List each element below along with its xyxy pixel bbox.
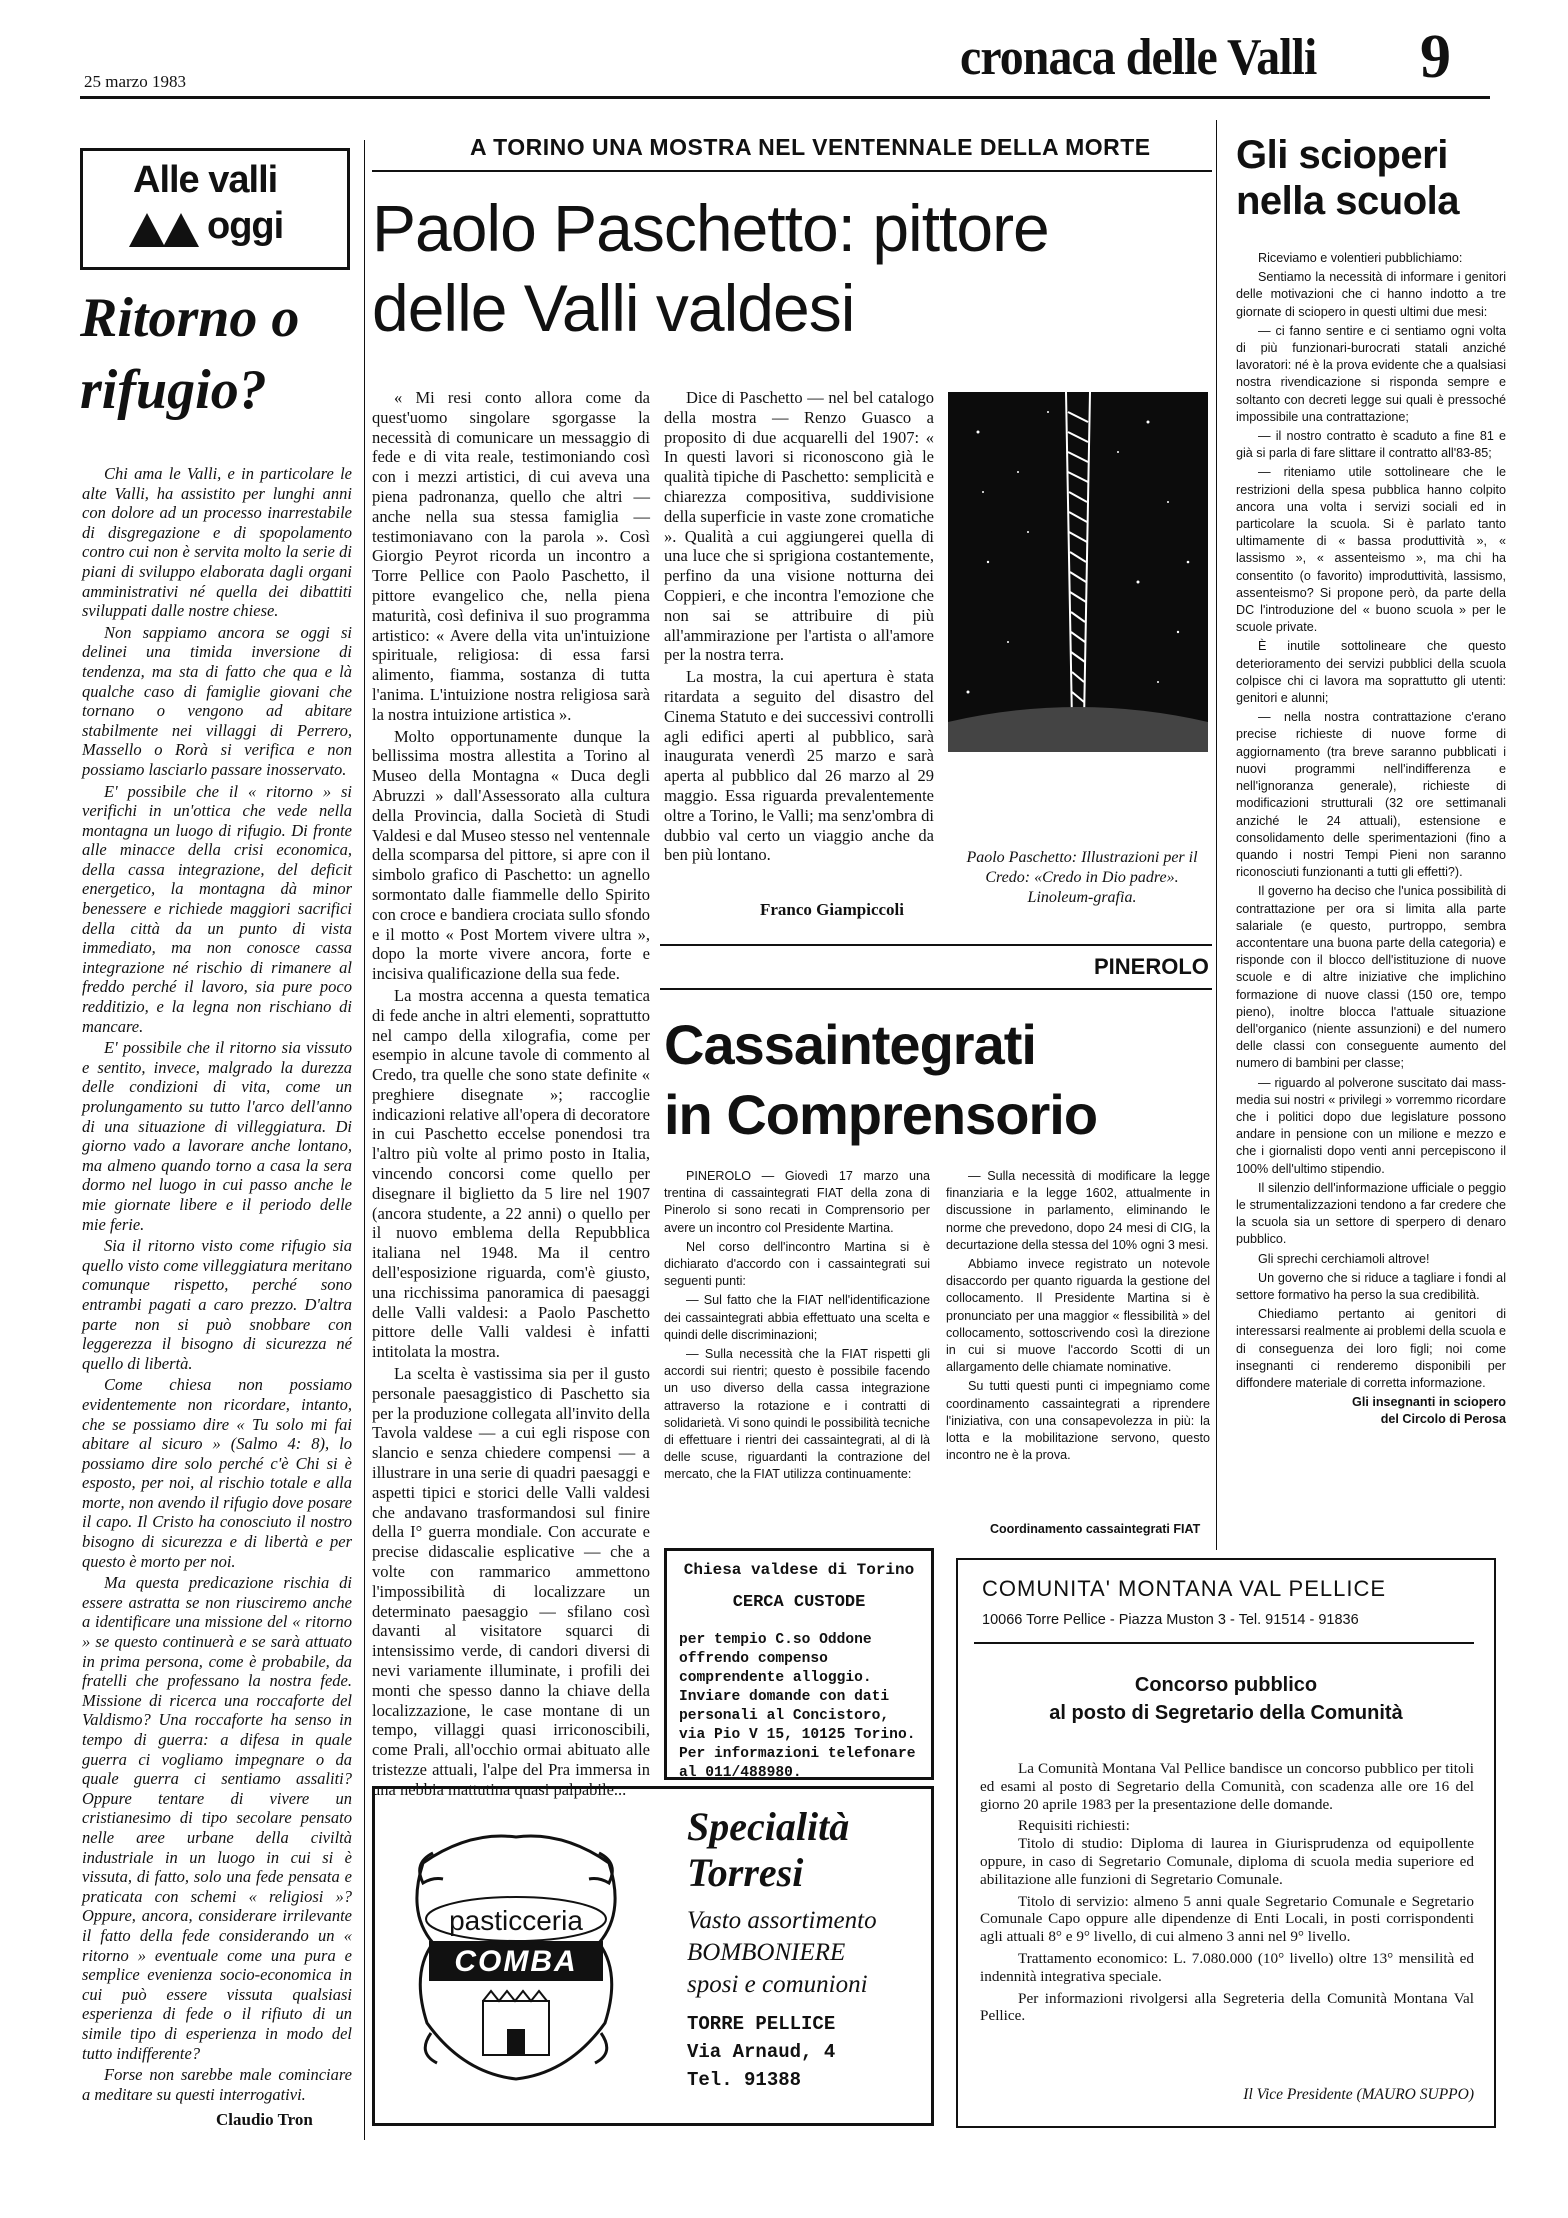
- chiesa-ad: [664, 1548, 934, 1780]
- paschetto-author: Franco Giampiccoli: [760, 900, 905, 919]
- paschetto-kicker: A TORINO UNA MOSTRA NEL VENTENNALE DELLA MORTE: [470, 134, 1151, 160]
- masthead-rule: [80, 96, 1490, 99]
- paschetto-paragraph: La mostra accenna a questa tematica di fede anche in altri elementi, soprattutto nel campo della xilografia, come per esempio in alcune tavole di commento al Credo, tra quelle che sono state definite « preghiere disegnate »; raccoglie indicazioni relative all'opera di decoratore in cui Paschetto eccelse ponendosi tra l'altro più volte al primo posto in Italia, vincendo concorsi come quello per disegnare il biglietto da 5 lire nel 1907 (ancora studente, a 22 anni) o quello per il nuovo emblema della Repubblica italiana nel 1948. Ma il centro dell'esposizione riguarda, com'è giusto, una ricchissima panoramica di paesaggi delle Valli valdesi: a Paolo Paschetto pittore delle Valli valdesi è infatti intitolata la mostra.: [372, 985, 650, 1362]
- column-logo-box: [80, 148, 350, 270]
- chiesa-ad-title: Chiesa valdese di Torino: [683, 1561, 915, 1579]
- paschetto-paragraph: Dice di Paschetto — nel bel catalogo della mostra — Renzo Guasco a proposito di due acquarelli del 1907: « In questi lavori si riconoscono già le qualità tipiche di Paschetto: semplicità e chiarezza compositiva, suddivisione della superficie in vaste zone cromatiche ». Qualità a cui aggiungerei quella di una luce che si sprigiona costantemente, perfino da una visione notturna dei Coppieri, e che incontra l'emozione che non sai se attribuire di più all'ammirazione per l'artista o all'amore per la nostra terra.: [664, 388, 934, 665]
- pasticceria-logo: [403, 1823, 629, 2089]
- cassa-paragraph: — Sulla necessità che la FIAT rispetti gli accordi sui rientri; questo è possibile facendo un uso diverso della cassa integrazione attraverso la rotazione e i contratti di solidarietà. Vi sono quindi le possibilità tecniche di effettuare i rientri dei cassaintegrati, al di là delle scuse, riguardanti la contrazione del mercato, che la FIAT utilizza continuamente:: [664, 1347, 930, 1482]
- kicker-rule: [372, 170, 1212, 172]
- scioperi-paragraph: — ci fanno sentire e ci sentiamo ogni volta di più funzionari-burocrati statali anziché lavoratori: né è la prova evidente che a qualsiasi nostra rivendicazione si risponda sempre e soltanto con decreti legge sui quali è pressoché impossibile una contrattazione;: [1236, 323, 1506, 424]
- pasticceria-line3: sposi e comunioni: [687, 1971, 868, 1998]
- scioperi-paragraph: — riguardo al polverone suscitato dai mass-media sui nostri « privilegi » vorremmo ricordare che i politici dopo due legislature possono andare in pensione con un milione e mezzo e che i giornalisti dopo venti anni percepiscono il 100% dell'ultimo stipendio.: [1236, 1075, 1506, 1176]
- cassa-paragraph: Nel corso dell'incontro Martina si è dichiarato d'accordo con i cassaintegrati sui seguenti punti:: [664, 1239, 930, 1289]
- column-logo-line2: oggi: [207, 205, 284, 247]
- pasticceria-town: TORRE PELLICE: [687, 2013, 836, 2035]
- comunita-info: Per informazioni rivolgersi alla Segreteria della Comunità Montana Val Pellice.: [980, 1989, 1474, 2025]
- pinerolo-rule-top: [660, 944, 1212, 946]
- scioperi-paragraph: — riteniamo utile sottolineare che le restrizioni della spesa pubblica hanno colpito ancora una volta i servizi sociali ed in particolare la scuola. Si è parlato tanto ultimamente di « bassa produttività », « lassismo », « assenteismo », ma chi ha consentito (o favorito) improduttività, lassismo, assenteismo? Si propone però, da parte della DC l'introduzione del « buono scuola » per le scuole private.: [1236, 465, 1506, 635]
- scioperi-paragraph: È inutile sottolineare che questo deterioramento dei servizi pubblici della scuola colpisce chi ci lavora ma soprattutto gli utenti: genitori e alunni;: [1236, 639, 1506, 706]
- paschetto-paragraph: « Mi resi conto allora come da quest'uomo singolare sgorgasse la necessità di comunicare un messaggio di fede e di vita reale, testimoniando così con i mezzi artistici, di cui aveva una piena padronanza, quello che altri — anche nella sua stessa famiglia — testimoniavano con la parola ». Così Giorgio Peyrot ricorda un incontro a Torre Pellice con Paolo Paschetto, il pittore evangelico che, nella piena maturità, così definiva il suo programma artistico: « Avere della vita un'intuizione spirituale, religiosa: di essa farsi alimento, fiamma, sostanza di tutta l'anima. L'intuizione nostra religiosa sarà la nostra intuizione artistica ».: [372, 388, 650, 724]
- comunita-heading-1: Concorso pubblico: [1134, 1674, 1318, 1696]
- column-logo-line1: Alle valli: [133, 159, 278, 201]
- scioperi-intro: Riceviamo e volentieri pubblichiamo:: [1258, 251, 1463, 265]
- cassa-paragraph: — Sulla necessità di modificare la legge finanziaria e la legge 1602, attualmente in discussione in parlamento, eliminando le norme che prevedono, dopo 24 mesi di CIG, la decurtazione della stessa del 10% ogni 3 mesi.: [946, 1169, 1210, 1252]
- cassa-paragraph: Su tutti questi punti ci impegniamo come coordinamento cassaintegrati a riprendere l'iniziativa, con una consapevolezza in più: la lotta e la mobilitazione servono, questo incontro ne è la prova.: [946, 1379, 1210, 1463]
- scioperi-signature-2: del Circolo di Perosa: [1380, 1412, 1506, 1427]
- scioperi-paragraph: — nella nostra contrattazione c'erano precise richieste di nuove forme di aggiornamento (tra breve saranno pubblicati i nuovi programmi nell'indifferenza e nell'ignoranza generale), richieste di modificazioni strutturali (32 ore settimanali anziché le 24 attuali), estensione e consolidamento delle sperimentazioni (fino a quando i nostri Tempi Pieni non saranno riconosciuti funzionanti a tutti gli effetti?).: [1236, 710, 1506, 880]
- mountains-icon: [129, 211, 201, 247]
- cassa-signature: Coordinamento cassaintegrati FIAT: [990, 1522, 1201, 1536]
- pasticceria-address: Via Arnaud, 4: [687, 2041, 836, 2063]
- cassa-col1: [664, 1168, 930, 1486]
- column-divider-center: [1216, 120, 1217, 1550]
- editorial-paragraph: Ma questa predicazione rischia di essere astratta se non riusciremo anche a identificare una missione del « ritorno » se questo continuerà e se sarà attuato in prima persona, come è probabile, da fratelli che professano la nostra fede. Missione di ricerca una roccaforte del Valdismo? Una roccaforte ha senso in tempo di guerra: a difesa in quale guerra ci vogliamo impegnare o da quale guerra ci sentiamo assaliti? Oppure tentare di vivere un cristianesimo di tipo secolare pensato nelle aree urbane della civiltà industriale in un luogo in cui si è vissuta, di fatto, solo una fede pensata e praticata con schemi « religiosi »? Oppure, ancora, considerare irrilevante il fatto della fede considerando un « ritorno » eventuale come una pura e semplice evenienza socio-economica in cui può essere vissuta qualsiasi esperienza di fede o il rifiuto di un simile tipo di esperienza in modo del tutto indifferente?: [82, 1573, 352, 2063]
- comunita-trattamento: Trattamento economico: L. 7.080.000 (10° livello) oltre 13° mensilità ed indennità integrativa speciale.: [980, 1949, 1474, 1985]
- paschetto-col1: [372, 388, 650, 1802]
- scioperi-paragraph: Gli sprechi cerchiamoli altrove!: [1258, 1251, 1430, 1266]
- column-divider-left: [364, 140, 365, 2140]
- cassa-paragraph: PINEROLO — Giovedì 17 marzo una trentina di cassaintegrati FIAT della zona di Pinerolo si sono recati in Comprensorio per avere un incontro col Presidente Martina.: [664, 1169, 930, 1235]
- comunita-signer: Il Vice Presidente (MAURO SUPPO): [1243, 2086, 1474, 2103]
- caption-line-2: Linoleum-grafia.: [1027, 889, 1137, 906]
- paschetto-headline-2: delle Valli valdesi: [372, 271, 855, 345]
- comunita-address: 10066 Torre Pellice - Piazza Muston 3 - Tel. 91514 - 91836: [982, 1612, 1359, 1628]
- paschetto-headline-1: Paolo Paschetto: pittore: [372, 191, 1049, 265]
- paschetto-paragraph: La mostra, la cui apertura è stata ritardata a seguito del disastro del Cinema Statuto e dei successivi controlli agli edifici aperti al pubblico, sarà inaugurata venerdì 25 marzo e sarà aperta al pubblico dal 26 marzo al 29 maggio. Essa riguarda prevalentemente oltre a Torino, le Valli; ma senz'ombra di dubbio val certo un viaggio anche da ben più lontano.: [664, 667, 934, 865]
- scioperi-paragraph: Il silenzio dell'informazione ufficiale o peggio le strumentalizzazioni tendono a far credere che la scuola sia un settore di sperpero di denaro pubblico.: [1236, 1180, 1506, 1247]
- cassa-paragraph: Abbiamo invece registrato un notevole disaccordo per quanto riguarda la gestione del collocamento. Il Presidente Martina si è pronunciato per una maggior « flessibilità » del collocamento, sottoscrivendo così la direzione in cui si muove l'accordo Scotti di un allargamento delle chiamate nominative.: [946, 1257, 1210, 1375]
- pasticceria-logo-line1: pasticceria: [449, 1905, 583, 1936]
- scioperi-paragraph: — il nostro contratto è scaduto a fine 81 e già si parla di fare slittare il contratto all'83-85;: [1236, 429, 1506, 461]
- cassa-kicker: PINEROLO: [1094, 954, 1209, 979]
- editorial-paragraph: Non sappiamo ancora se oggi si delinei una timida inversione di tendenza, ma sta di fatto che qua e là qualche caso di famiglie giovani che tornano o vengono ad abitare stabilmente nei villaggi di Perrero, Massello o Rorà si verifica e non possiamo lasciarlo passare inosservato.: [82, 622, 352, 779]
- chiesa-ad-subtitle: CERCA CUSTODE: [732, 1593, 866, 1612]
- linocut-caption: [952, 848, 1212, 908]
- pasticceria-line1: Vasto assortimento: [687, 1907, 877, 1934]
- paschetto-paragraph: La scelta è vastissima sia per il gusto personale paesaggistico di Paschetto sia per la produzione collegata all'invito della Tavola valdese — a cui egli rispose con slancio e senza chiedere compensi — a illustrare in una serie di quadri paesaggi e aspetti tipici e storici delle Valli valdesi che andavano trasformandosi sul finire della I° guerra mondiale. Con accurate e precise didascalie esplicative — che a volte con rammarico ammettono l'impossibilità di localizzare un determinato paesaggio — sfilano così davanti al visitatore squarci di intensissimo verde, di candori diversi di nevi variamente illuminate, i profili dei monti che spesso danno la chiave della localizzazione, le case montane di un tempo, villaggi quasi irriconoscibili, come Prali, all'occhio ormai abituato alle tristezze attuali, l'alpe del Pra immersa in una nebbia mattutina quasi palpabile...: [372, 1364, 650, 1799]
- paschetto-col2: [664, 388, 934, 867]
- comunita-ad: [956, 1558, 1496, 2128]
- scioperi-paragraph: Chiediamo pertanto ai genitori di interessarsi realmente ai problemi della scuola e di conseguenza dei loro figli; noi come insegnanti ci renderemo disponibili per diffondere materiale di corretta informazione.: [1236, 1307, 1506, 1390]
- scioperi-signature-1: Gli insegnanti in sciopero: [1352, 1395, 1506, 1410]
- cassa-col2: [946, 1168, 1210, 1466]
- comunita-title: COMUNITA' MONTANA VAL PELLICE: [982, 1576, 1387, 1601]
- pinerolo-rule-bottom: [660, 988, 1212, 990]
- scioperi-headline: Gli scioperi nella scuola: [1236, 133, 1459, 223]
- pasticceria-line2: BOMBONIERE: [687, 1939, 846, 1966]
- pasticceria-phone: Tel. 91388: [687, 2069, 802, 2091]
- editorial-body: [82, 464, 352, 2106]
- editorial-title: Ritorno o rifugio?: [80, 287, 300, 421]
- comunita-heading-2: al posto di Segretario della Comunità: [1049, 1702, 1403, 1724]
- pasticceria-title-1: Specialità: [687, 1804, 850, 1849]
- comunita-req-servizio: Titolo di servizio: almeno 5 anni quale Segretario Comunale e Segretario Comunale Capo oppure alle dipendenze di Enti Locali, in posti corrispondenti agli attuali 8° e 9° livello, di cui almeno 3 anni nel 9° livello.: [980, 1892, 1474, 1946]
- paschetto-linocut-image: [948, 392, 1208, 752]
- page-number: 9: [1420, 23, 1451, 91]
- pasticceria-title-2: Torresi: [687, 1850, 804, 1895]
- editorial-paragraph: Forse non sarebbe male cominciare a meditare su questi interrogativi.: [82, 2065, 352, 2104]
- editorial-paragraph: Chi ama le Valli, e in particolare le alte Valli, ha assistito per lunghi anni con dolore ad un processo inarrestabile di disgregazione e di spopolamento contro cui non è servita molto la serie di piani di sviluppo elaborata dagli organi amministrativi né quella dei dibattiti sviluppati dalle nostre chiese.: [82, 464, 352, 621]
- pasticceria-logo-line2: COMBA: [454, 1945, 578, 1978]
- editorial-paragraph: Come chiesa non possiamo evidentemente non ricordare, intanto, che se possiamo dire « Tu solo mi fai abitare al sicuro » (Salmo 4: 8), lo possiamo dire solo perché c'è Chi si è esposto, per noi, al rischio totale e alla morte, non avendo il rifugio dove posare il capo. Il Cristo ha conosciuto il nostro bisogno di sicurezza e di libertà e per questo è morto per noi.: [82, 1375, 352, 1571]
- issue-date: 25 marzo 1983: [84, 72, 186, 91]
- paschetto-paragraph: Molto opportunamente dunque la bellissima mostra allestita a Torino al Museo della Montagna « Duca degli Abruzzi » dall'Assessorato alla cultura della Provincia, dalla Società di Studi Valdesi e dal Museo stesso nel ventennale della scomparsa del pittore, si apre con il simbolo grafico di Paschetto: un agnello sormontato dalle fiammelle dello Spirito con croce e bandiera crociata sullo sfondo e il motto « Post Mortem vivere ultra », dopo la morte vivere ancora, forte e incisiva qualificazione della sua fede.: [372, 726, 650, 984]
- caption-line-1: Paolo Paschetto: Illustrazioni per il Credo: «Credo in Dio padre».: [966, 849, 1198, 886]
- comunita-req-heading: Requisiti richiesti:: [1018, 1817, 1130, 1835]
- editorial-paragraph: E' possibile che il « ritorno » si verifichi in un'ottica che vede nella montagna un luogo di rifugio. Di fronte alle minacce della crisi economica, della cassa integrazione, del deficit energetico, la montagna dà minor benessere e richiede maggiori sacrifici della città da un punto di vista immediato, ma non conosce cassa integrazione né rischio di rimanere al freddo perché il lavoro, sia pure poco redditizio, e la legna non rischiano di mancare.: [82, 781, 352, 1036]
- scioperi-body: [1236, 250, 1506, 1429]
- comunita-intro: La Comunità Montana Val Pellice bandisce un concorso pubblico per titoli ed esami al posto di Segretario della Comunità, con scadenza alle ore 16 del giorno 20 aprile 1983 per la presentazione delle domande.: [980, 1760, 1474, 1813]
- pasticceria-ad: [372, 1786, 934, 2126]
- cassa-paragraph: — Sul fatto che la FIAT nell'identificazione dei cassaintegrati abbia effettuato una scelta e quindi delle discriminazioni;: [664, 1293, 930, 1342]
- scioperi-paragraph: Un governo che si riduce a tagliare i fondi al settore formativo ha perso la sua credibilità.: [1236, 1270, 1506, 1302]
- editorial-paragraph: Sia il ritorno visto come rifugio sia quello visto come villeggiatura meritano comunque rispetto, perché sono entrambi pagati a caro prezzo. D'altra parte non si può snobbare con leggerezza il bisogno di sicurezza né quello di libertà.: [82, 1236, 352, 1373]
- comunita-req-studio: Titolo di studio: Diploma di laurea in Giurisprudenza od equipollente oppure, in caso di Segretario Comunale, diploma di scuola media superiore ed abilitazione alle funzioni di Segretario Comunale.: [980, 1835, 1474, 1888]
- editorial-author: Claudio Tron: [216, 2110, 313, 2129]
- chiesa-ad-body: per tempio C.so Oddone offrendo compenso comprendente alloggio. Inviare domande con dati personali al Concistoro, via Pio V 15, 10125 Torino. Per informazioni telefonare al 011/488980.: [679, 1632, 916, 1781]
- cassa-headline-1: Cassaintegrati: [664, 1013, 1036, 1076]
- linocut-graphic: [948, 392, 1208, 752]
- comunita-rule: [974, 1642, 1474, 1644]
- section-title: cronaca delle Valli: [960, 29, 1317, 86]
- scioperi-paragraph: Il governo ha deciso che l'unica possibilità di contrattazione per ora si limita alla parte salariale (e questo, purtroppo, sembra accontentare una buona parte della categoria) e risponde con il blocco dell'istituzione di nuove scuole e di altre iniziative che implichino formazione di nuove classi (150 ore, tempo pieno), inoltre blocca l'attuale situazione dell'organico (niente assunzioni) e del numero delle classi con conseguente aumento del numero di bambini per classe;: [1236, 884, 1506, 1071]
- comunita-body: [980, 1760, 1474, 2025]
- scioperi-paragraph: Sentiamo la necessità di informare i genitori delle motivazioni che ci hanno indotto a tre giornate di sciopero in questi ultimi due mesi:: [1236, 270, 1506, 319]
- cassa-headline-2: in Comprensorio: [664, 1083, 1098, 1146]
- editorial-paragraph: E' possibile che il ritorno sia vissuto e sentito, invece, malgrado la durezza delle condizioni di vita, come un prolungamento su tutto l'arco dell'anno di una situazione di villeggiatura. Di giorno vado a lavorare anche lontano, ma almeno quando torno a casa la sera dormo nel luogo in cui passo anche le mie giornate libere e il periodo delle mie ferie.: [82, 1038, 352, 1234]
